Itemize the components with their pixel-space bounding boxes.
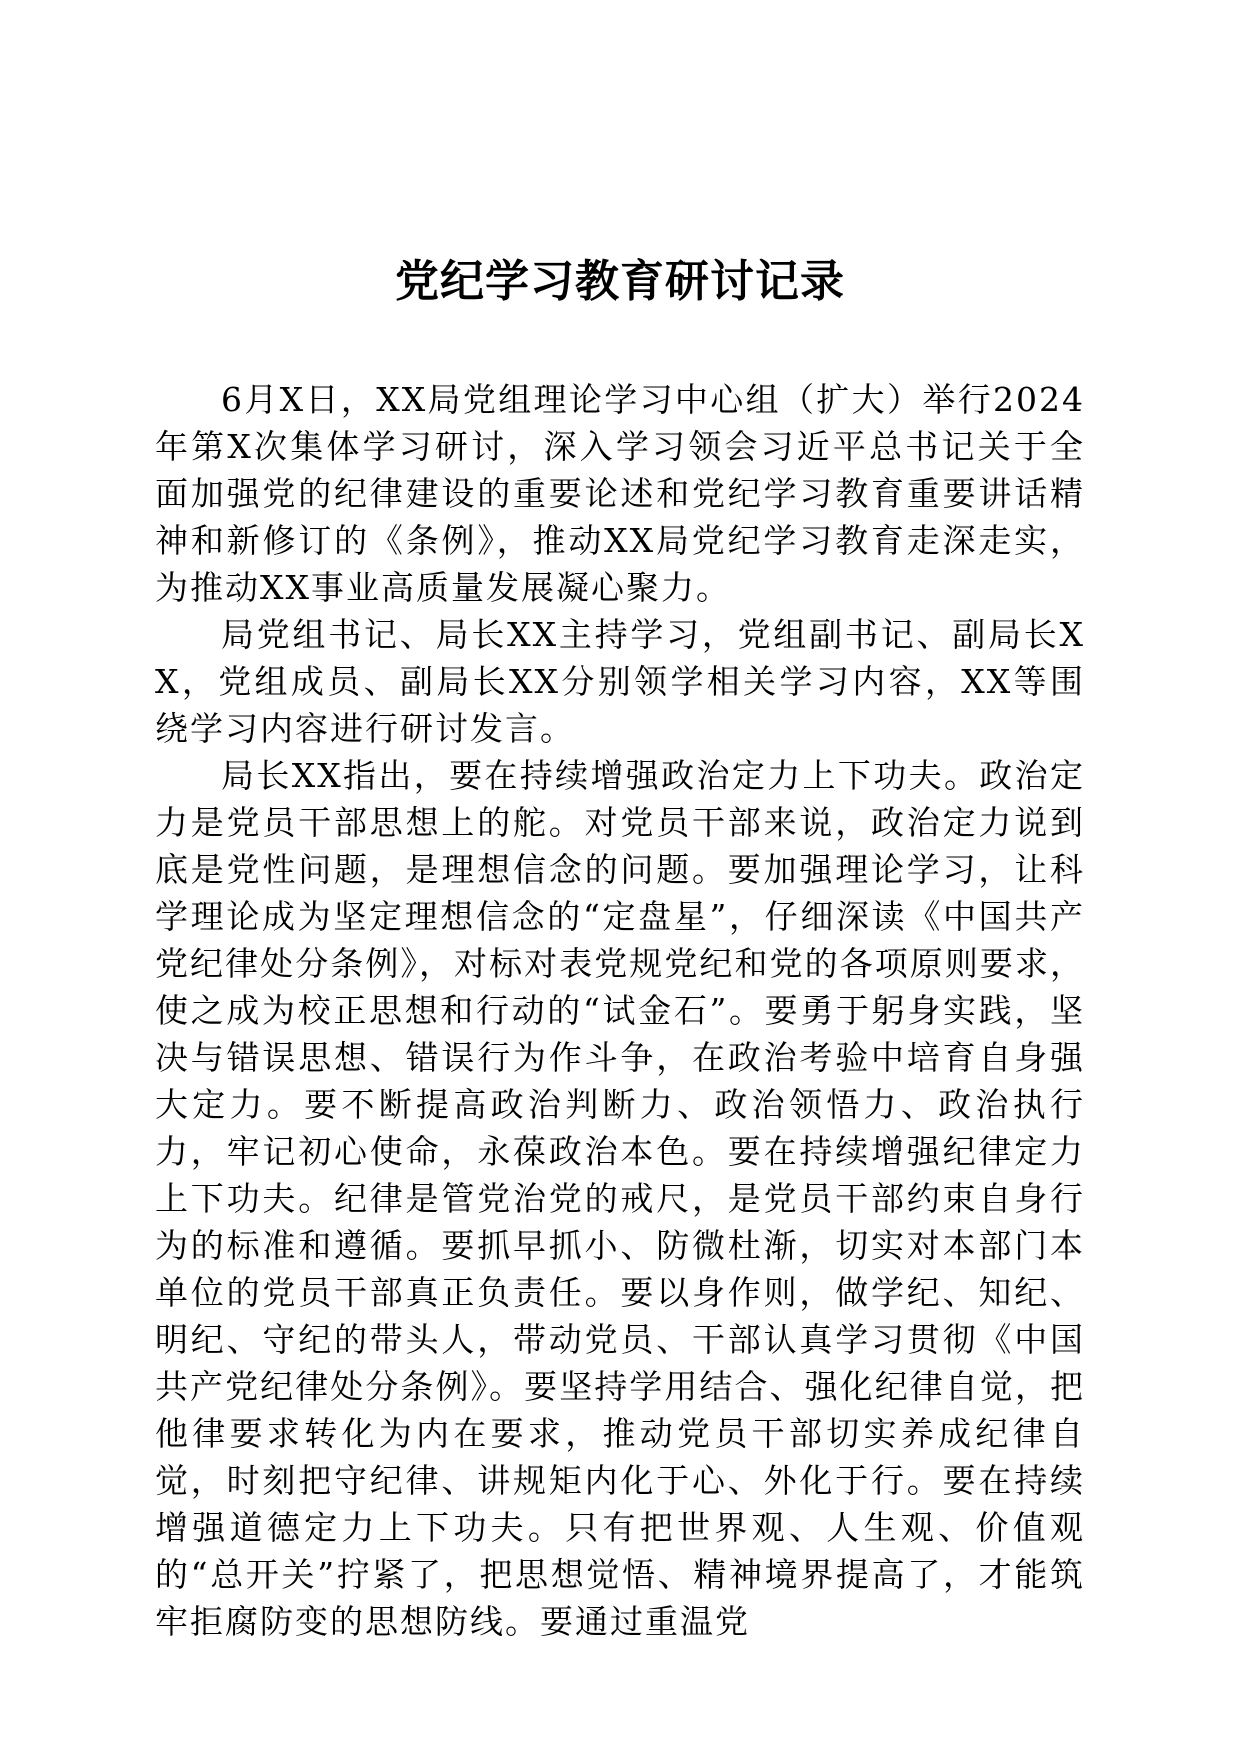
document-body [155, 376, 1085, 1645]
paragraph-meeting-intro: 6月X日，XX局党组理论学习中心组（扩大）举行2024年第X次集体学习研讨，深入学习领会习近平总书记关于全面加强党的纪律建设的重要论述和党纪学习教育重要讲话精神和新修订的《条例》，推动XX局党纪学习教育走深走实，为推动XX事业高质量发展凝心聚力。 [155, 380, 1085, 607]
document-title: 党纪学习教育研讨记录 [395, 256, 845, 307]
paragraph-director-remarks: 局长XX指出，要在持续增强政治定力上下功夫。政治定力是党员干部思想上的舵。对党员干部来说，政治定力说到底是党性问题，是理想信念的问题。要加强理论学习，让科学理论成为坚定理想信念的“定盘星”，仔细深读《中国共产党纪律处分条例》，对标对表党规党纪和党的各项原则要求，使之成为校正思想和行动的“试金石”。要勇于躬身实践，坚决与错误思想、错误行为作斗争，在政治考验中培育自身强大定力。要不断提高政治判断力、政治领悟力、政治执行力，牢记初心使命，永葆政治本色。要在持续增强纪律定力上下功夫。纪律是管党治党的戒尺，是党员干部约束自身行为的标准和遵循。要抓早抓小、防微杜渐，切实对本部门本单位的党员干部真正负责任。要以身作则，做学纪、知纪、明纪、守纪的带头人，带动党员、干部认真学习贯彻《中国共产党纪律处分条例》。要坚持学用结合、强化纪律自觉，把他律要求转化为内在要求，推动党员干部切实养成纪律自觉，时刻把守纪律、讲规矩内化于心、外化于行。要在持续增强道德定力上下功夫。只有把世界观、人生观、价值观的“总开关”拧紧了，把思想觉悟、精神境界提高了，才能筑牢拒腐防变的思想防线。要通过重温党 [155, 756, 1085, 1641]
paragraph-participants: 局党组书记、局长XX主持学习，党组副书记、副局长XX，党组成员、副局长XX分别领学相关学习内容，XX等围绕学习内容进行研讨发言。 [155, 615, 1085, 748]
